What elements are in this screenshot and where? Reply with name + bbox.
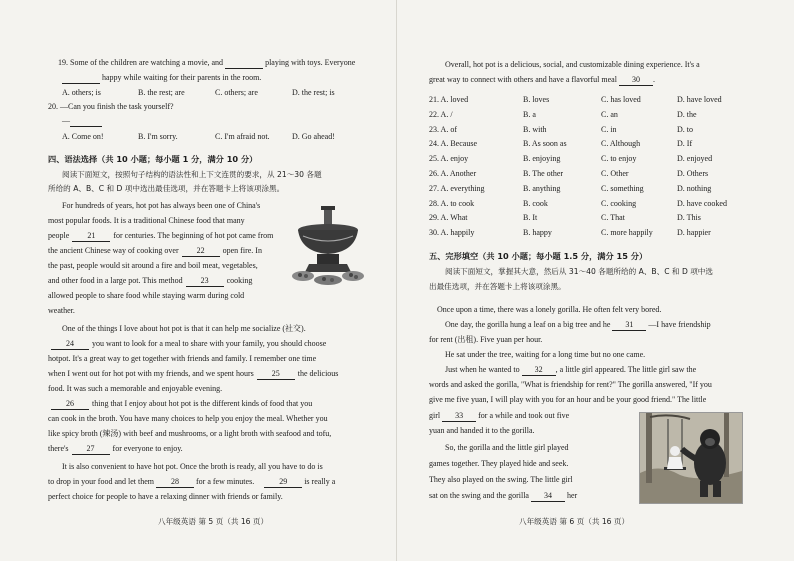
- option-29-C: C. That: [601, 213, 625, 223]
- option-28-D: D. have cooked: [677, 198, 727, 208]
- line-text-a: can cook in the broth. You have many choices to help you enjoy the meal. Whether you: [48, 414, 328, 423]
- q19-blank2: [62, 73, 100, 84]
- option-26-C: C. Other: [601, 169, 629, 178]
- p4-line1: It is also convenient to have hot pot. Once the broth is ready, all you have to do is: [62, 462, 323, 471]
- line-text-b: the delicious: [297, 369, 339, 378]
- line-text-a: the ancient Chinese way of cooking over: [48, 246, 179, 255]
- line-text-a: when I went out for hot pot with my friends, and we spent hours: [48, 369, 254, 378]
- passage-line: [48, 304, 75, 319]
- line-text-a: allowed people to share food while staying warm during cold: [48, 291, 245, 300]
- story-l5-b: , a little girl appeared. The little girl saw the: [555, 365, 697, 374]
- story-l5: [445, 363, 696, 378]
- story-l11: games together. They played hide and seek.: [429, 459, 569, 468]
- option-30-C: C. more happily: [601, 228, 653, 238]
- line-text-a: people: [48, 231, 70, 240]
- hotpot-illustration: [291, 206, 365, 288]
- option-21-D: D. have loved: [677, 95, 722, 104]
- section4-instr1: 阅读下面短文，按照句子结构的语法性和上下文连贯的要求，从 21～30 各题: [62, 170, 322, 179]
- passage-line: [48, 289, 244, 304]
- option-30-B: B. happy: [523, 228, 552, 238]
- line-text-b: cooking: [226, 276, 253, 285]
- option-28-A: 28. A. to cook: [429, 198, 475, 208]
- story-l13-a: sat on the swing and the gorilla: [429, 491, 529, 500]
- q19-blank: [225, 58, 263, 69]
- option-24-C: C. Although: [601, 139, 641, 149]
- blank-30: 30: [619, 75, 653, 86]
- story-l1: Once upon a time, there was a lonely gorilla. He often felt very bored.: [437, 305, 662, 314]
- q20-blank: [70, 116, 102, 127]
- gorilla-girl-illustration: [639, 412, 743, 504]
- q19-text-b: playing with toys. Everyone: [265, 58, 356, 67]
- option-29-D: D. This: [677, 213, 701, 223]
- option-27-B: B. anything: [523, 183, 561, 193]
- option-30-A: 30. A. happily: [429, 228, 475, 238]
- intro-line1: Overall, hot pot is a delicious, social, and customizable dining experience. It's a: [445, 60, 700, 69]
- q19-text-a: 19. Some of the children are watching a movie, and: [58, 58, 224, 67]
- line-text-b: open fire. In: [222, 246, 262, 255]
- line-text-a: the past, people would sit around a fire and boil meat, vegetables,: [48, 261, 258, 270]
- option-24-D: D. If: [677, 139, 693, 149]
- line-text-a: like spicy broth (辣汤) with beef and mushrooms, or a light broth with seafood and tofu,: [48, 429, 332, 438]
- passage-line: [62, 322, 306, 337]
- passage-line: [48, 382, 222, 397]
- passage-line: [48, 427, 331, 442]
- line-text-a: weather.: [48, 306, 75, 315]
- option-28-B: B. cook: [523, 198, 548, 208]
- option-26-D: D. Others: [677, 169, 709, 178]
- q20-opt-c: C. I'm afraid not.: [215, 132, 270, 141]
- option-25-C: C. to enjoy: [601, 154, 637, 164]
- option-23-D: D. to: [677, 124, 693, 134]
- section4-title: 四、语法选择（共 10 小题；每小题 1 分，满分 10 分）: [48, 154, 258, 164]
- intro-period: .: [652, 75, 655, 84]
- story-l4: He sat under the tree, waiting for a long time but no one came.: [445, 350, 646, 359]
- option-21-A: 21. A. loved: [429, 95, 469, 104]
- option-25-A: 25. A. enjoy: [429, 154, 469, 164]
- blank-32: 32: [522, 365, 556, 376]
- story-l13-b: her: [566, 491, 578, 500]
- p4-line2-b: for a few minutes.: [195, 477, 255, 486]
- q19-opt-a: A. others; is: [62, 88, 101, 97]
- option-22-A: 22. A. /: [429, 109, 453, 119]
- story-l2: [445, 318, 711, 333]
- blank-31: 31: [612, 320, 646, 331]
- section5-title: 五、完形填空（共 10 小题；每小题 1.5 分，满分 15 分）: [429, 251, 648, 261]
- section5-instr2: 出最佳选项，并在答题卡上将该项涂黑。: [429, 282, 566, 291]
- story-l5-a: Just when he wanted to: [445, 365, 520, 374]
- option-22-D: D. the: [677, 109, 697, 119]
- q19-line2: [62, 71, 261, 86]
- line-text-a: and other food in a large pot. This method: [48, 276, 183, 285]
- blank-23: 23: [186, 276, 224, 287]
- option-25-D: D. enjoyed: [677, 154, 713, 164]
- option-30-D: D. happier: [677, 228, 711, 238]
- passage-line: [48, 274, 252, 289]
- p4-line2: [48, 475, 335, 490]
- blank-34: 34: [531, 491, 565, 502]
- option-23-C: C. in: [601, 124, 617, 134]
- line-text-a: food. It was such a memorable and enjoyable evening.: [48, 384, 223, 393]
- passage-line: [48, 337, 326, 352]
- q20-opt-b: B. I'm sorry.: [138, 132, 178, 141]
- option-22-B: B. a: [523, 109, 536, 119]
- section5-instr1: 阅读下面短文，掌握其大意，然后从 31～40 各题所给的 A、B、C 和 D 项中选: [445, 267, 713, 276]
- line-text-a: most popular foods. It is a traditional Chinese food that many: [48, 216, 245, 225]
- story-l7: give me five yuan, I will play with you for an hour and be your good friend." The little: [429, 395, 707, 404]
- passage-line: [48, 214, 245, 229]
- story-l8-a: girl: [429, 411, 441, 420]
- line-text-b: for everyone to enjoy.: [112, 444, 183, 453]
- option-29-B: B. It: [523, 213, 538, 223]
- passage-line: [48, 397, 312, 412]
- right-footer: 八年级英语 第 6 页（共 16 页）: [519, 517, 630, 526]
- passage-line: [62, 199, 260, 214]
- line-text-b: you want to look for a meal to share with your family, you should choose: [92, 339, 327, 348]
- option-23-B: B. with: [523, 124, 547, 134]
- option-21-B: B. loves: [523, 95, 550, 104]
- p4-line3: perfect choice for people to have a relaxing dinner with friends or family.: [48, 492, 283, 501]
- q19-opt-b: B. the rest; are: [138, 88, 185, 97]
- q19-line1: [58, 56, 355, 71]
- story-l13: [429, 489, 577, 504]
- story-l12: They also played on the swing. The little girl: [429, 475, 573, 484]
- passage-line: [48, 367, 338, 382]
- story-l8-b: for a while and took out five: [478, 411, 570, 420]
- passage-line: [48, 442, 183, 457]
- blank-29: 29: [264, 477, 302, 488]
- story-l10: So, the gorilla and the little girl played: [445, 443, 569, 452]
- story-l9: yuan and handed it to the gorilla.: [429, 426, 535, 435]
- blank-33: 33: [442, 411, 476, 422]
- blank-27: 27: [72, 444, 110, 455]
- q20-line1: 20. —Can you finish the task yourself?: [48, 102, 174, 111]
- option-27-C: C. something: [601, 183, 644, 193]
- option-22-C: C. an: [601, 109, 618, 119]
- line-text-a: hotpot. It's a great way to get together with friends and family. I remember one time: [48, 354, 317, 363]
- passage-line: [48, 244, 262, 259]
- passage-line: [48, 229, 273, 244]
- option-27-A: 27. A. everything: [429, 183, 485, 193]
- line-text-a: One of the things I love about hot pot is that it can help me socialize (社交).: [62, 324, 306, 333]
- line-text-a: For hundreds of years, hot pot has always been one of China's: [62, 201, 261, 210]
- q19-text-c: happy while waiting for their parents in the room.: [102, 73, 262, 82]
- blank-21: 21: [72, 231, 110, 242]
- section4-instr2: 所给的 A、B、C 和 D 项中选出最佳选项，并在答题卡上将该项涂黑。: [48, 184, 285, 193]
- option-26-A: 26. A. Another: [429, 169, 477, 178]
- right-page: [397, 0, 794, 561]
- blank-24: 24: [51, 339, 89, 350]
- option-28-C: C. cooking: [601, 198, 637, 208]
- option-23-A: 23. A. of: [429, 124, 457, 134]
- blank-28: 28: [156, 477, 194, 488]
- p4-line2-a: to drop in your food and let them: [48, 477, 154, 486]
- q20-opt-d: D. Go ahead!: [292, 132, 335, 141]
- option-24-A: 24. A. Because: [429, 139, 477, 149]
- blank-25: 25: [257, 369, 295, 380]
- q20-opt-a: A. Come on!: [62, 132, 104, 141]
- q20-dash: —: [62, 116, 70, 125]
- passage-line: [48, 259, 258, 274]
- passage-line: [48, 352, 316, 367]
- q20-line2: [62, 114, 102, 129]
- p4-line2-c: is really a: [304, 477, 336, 486]
- story-l8: [429, 409, 569, 424]
- story-l6: words and asked the gorilla, "What is friendship for rent?" The gorilla answered, "If you: [429, 380, 712, 389]
- intro-line2-a: great way to connect with others and have a flavorful meal: [429, 75, 617, 84]
- option-25-B: B. enjoying: [523, 154, 561, 164]
- blank-22: 22: [182, 246, 220, 257]
- option-24-B: B. As soon as: [523, 139, 567, 149]
- blank-26: 26: [51, 399, 89, 410]
- line-text-b: for centuries. The beginning of hot pot came from: [113, 231, 274, 240]
- story-l2-b: —I have friendship: [648, 320, 711, 329]
- story-l3: for rent (出租). Five yuan per hour.: [429, 335, 543, 344]
- line-text-a: there's: [48, 444, 69, 453]
- option-29-A: 29. A. What: [429, 213, 468, 223]
- q19-opt-d: D. the rest; is: [292, 88, 335, 97]
- option-26-B: B. The other: [523, 169, 564, 178]
- option-27-D: D. nothing: [677, 183, 712, 193]
- left-footer: 八年级英语 第 5 页（共 16 页）: [158, 517, 269, 526]
- line-text-b: thing that I enjoy about hot pot is the different kinds of food that you: [92, 399, 313, 408]
- option-21-C: C. has loved: [601, 95, 641, 104]
- passage-line: [48, 412, 328, 427]
- story-l2-a: One day, the gorilla hung a leaf on a big tree and he: [445, 320, 611, 329]
- q19-opt-c: C. others; are: [215, 88, 258, 97]
- gorilla-girl-icon: [640, 413, 742, 503]
- hotpot-icon: [291, 206, 365, 288]
- intro-line2: [429, 73, 655, 88]
